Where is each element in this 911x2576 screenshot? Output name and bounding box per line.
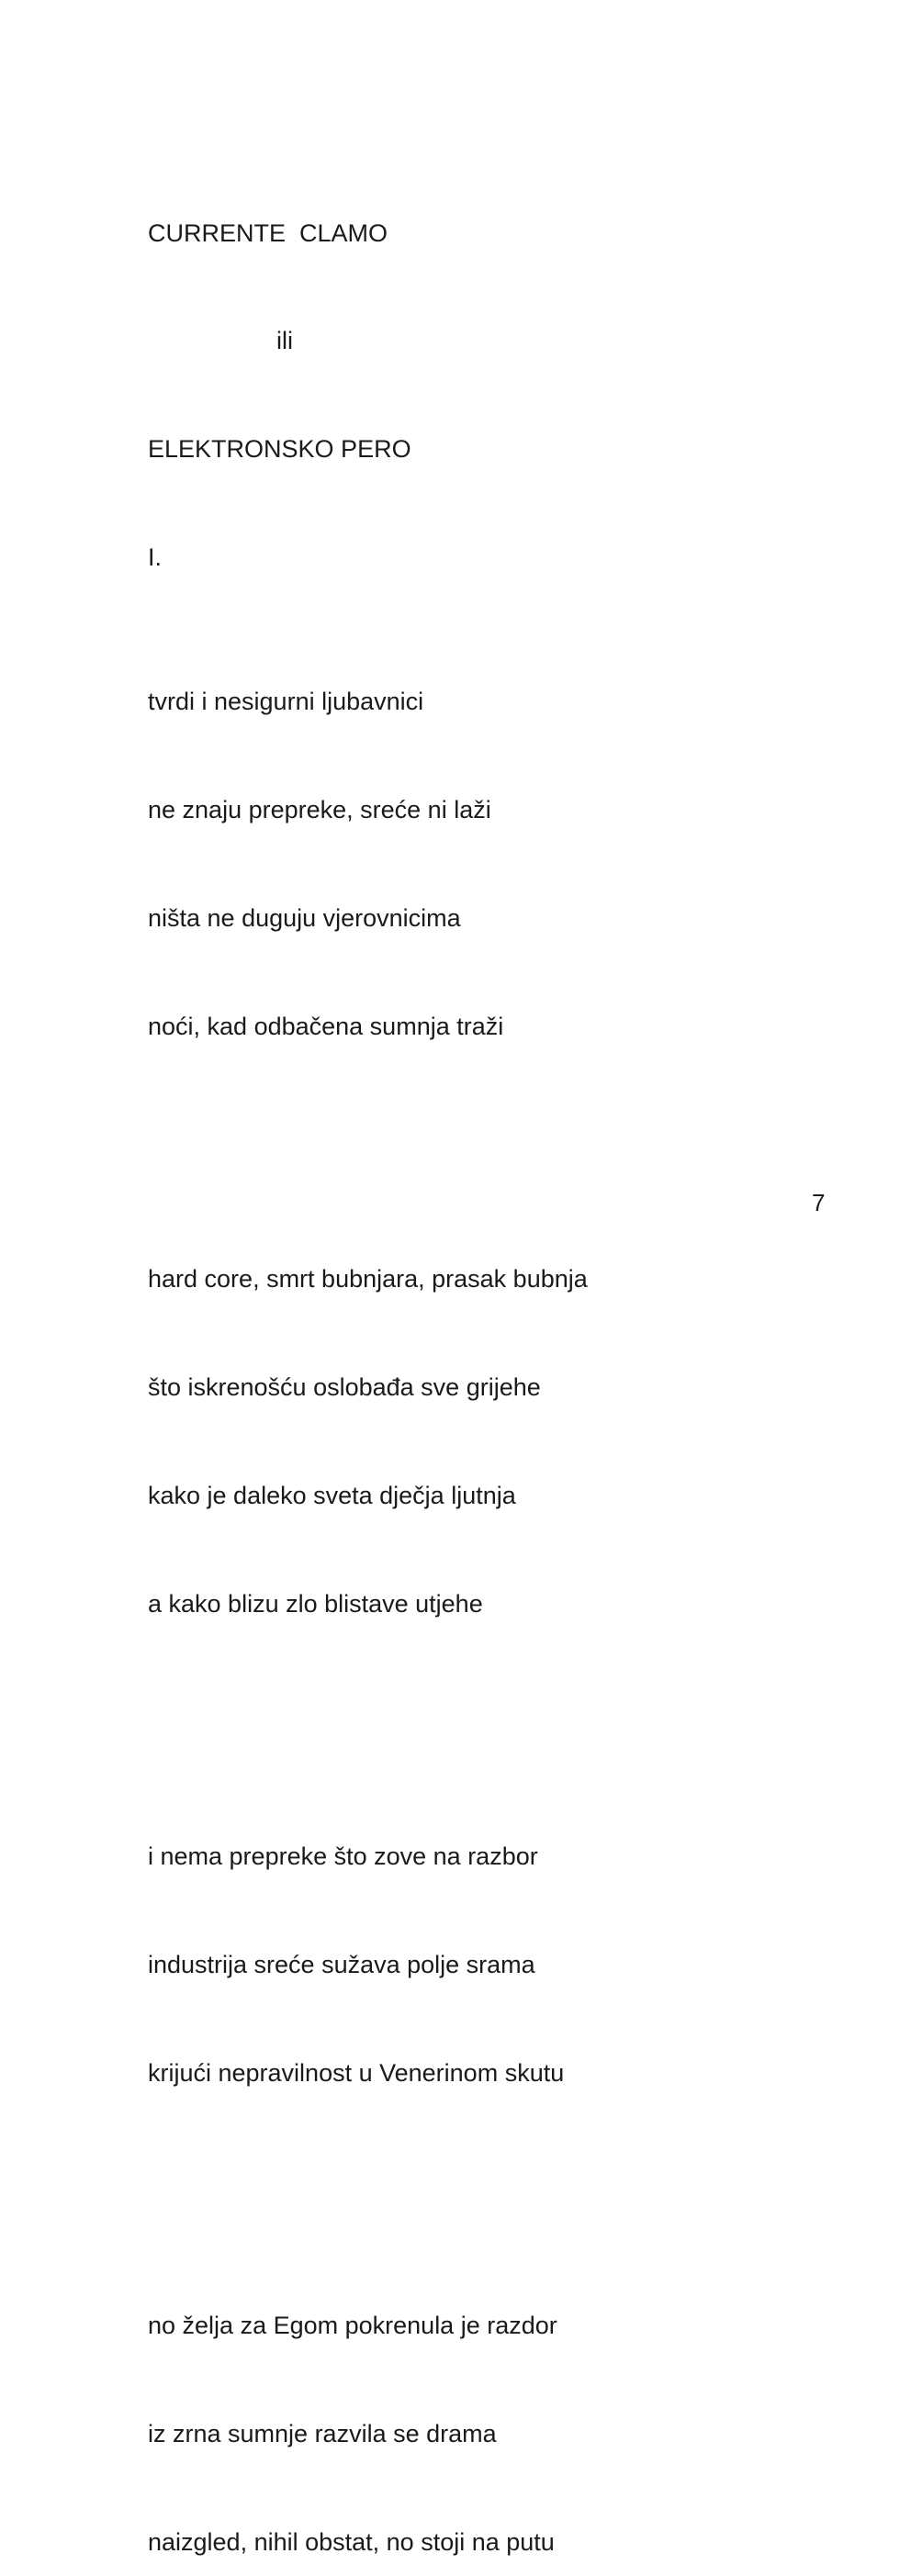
stanza-gap <box>148 1695 791 1730</box>
poem-title-line-3: ELEKTRONSKO PERO <box>148 435 411 464</box>
stanza-1-line-1: tvrdi i nesigurni ljubavnici <box>148 688 424 716</box>
stanza-3-line-2: industrija sreće sužava polje srama <box>148 1950 535 1978</box>
stanza-gap <box>148 1117 791 1153</box>
stanza-1-line-2: ne znaju prepreke, sreće ni laži <box>148 796 491 824</box>
stanza-1-line-3: ništa ne duguju vjerovnicima <box>148 904 461 933</box>
stanza-4-line-2: iz zrna sumnje razvila se drama <box>148 2419 497 2447</box>
stanza-4-line-3: naizgled, nihil obstat, no stoji na putu <box>148 2527 555 2556</box>
section-number: I. <box>148 543 163 572</box>
poem-body <box>148 143 791 2576</box>
stanza-3-line-3: krijući nepravilnost u Venerinom skutu <box>148 2058 565 2087</box>
stanza-1-line-4: noći, kad odbačena sumnja traži <box>148 1013 504 1041</box>
poem-title-line-1: CURRENTE CLAMO <box>148 218 388 247</box>
stanza-2-line-4: a kako blizu zlo blistave utjehe <box>148 1589 483 1618</box>
page-number: 7 <box>812 1189 826 1216</box>
stanza-2-line-1: hard core, smrt bubnjara, prasak bubnja <box>148 1265 588 1294</box>
stanza-2-line-2: što iskrenošću oslobađa sve grijehe <box>148 1373 541 1402</box>
stanza-4-line-1: no želja za Egom pokrenula je razdor <box>148 2311 557 2339</box>
poem-title-line-2: ili <box>276 327 293 355</box>
stanza-gap <box>148 2164 791 2200</box>
stanza-2-line-3: kako je daleko sveta dječja ljutnja <box>148 1481 516 1509</box>
stanza-3-line-1: i nema prepreke što zove na razbor <box>148 1842 538 1870</box>
